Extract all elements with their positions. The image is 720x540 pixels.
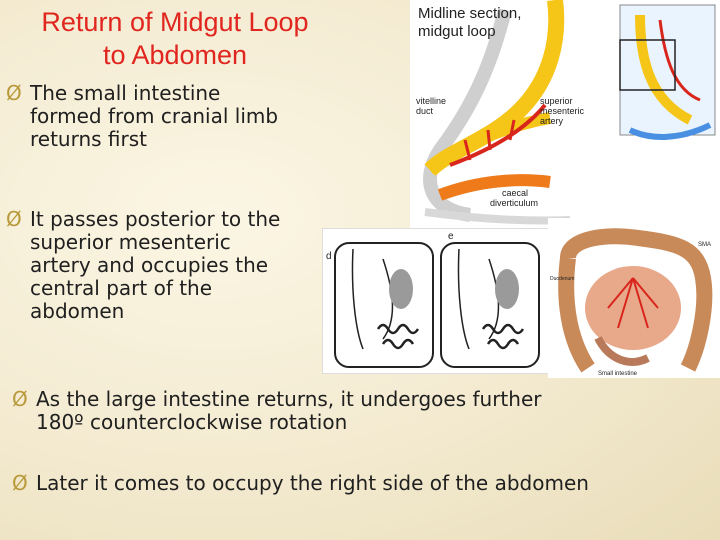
label-mesenteric: mesenteric	[540, 106, 585, 116]
title-line-2: to Abdomen	[102, 40, 248, 70]
adult-intestine-drawing	[548, 218, 720, 378]
stage-e-coils	[483, 325, 523, 348]
label-midgut-loop: midgut loop	[418, 23, 496, 40]
label-e: e	[448, 231, 454, 242]
adult-intestine-figure	[548, 218, 720, 378]
inset-box	[620, 5, 715, 135]
label-duct: duct	[416, 106, 434, 116]
caecal-diverticulum-shape	[440, 180, 550, 195]
bullet-2	[6, 208, 342, 323]
bullet-1-line-3: returns first	[30, 127, 148, 151]
rotation-stages-drawing	[323, 229, 550, 374]
bullet-arrow-icon: Ø	[12, 387, 28, 411]
bullet-3-line-2: 180º counterclockwise rotation	[36, 410, 348, 434]
stage-d-lines	[352, 249, 392, 349]
label-superior: superior	[540, 96, 573, 106]
label-d: d	[326, 251, 332, 262]
bullet-1-line-2: formed from cranial limb	[30, 104, 279, 128]
label-vitelline: vitelline	[416, 96, 447, 106]
bullet-4-line-1: Later it comes to occupy the right side of the abdomen	[36, 471, 589, 495]
label-midline-section: Midline section,	[418, 5, 522, 22]
slide-title	[10, 6, 340, 72]
bullet-1	[6, 82, 336, 151]
bullet-2-line-1: It passes posterior to the	[30, 207, 281, 231]
stage-e-lines	[458, 249, 498, 349]
bullet-arrow-icon: Ø	[6, 207, 22, 231]
bullet-2-line-5: abdomen	[30, 299, 125, 323]
bullet-3-line-1: As the large intestine returns, it undergoes further	[36, 387, 542, 411]
label-artery: artery	[540, 116, 564, 126]
bullet-arrow-icon: Ø	[12, 471, 28, 495]
label-caecal: caecal	[502, 188, 529, 198]
label-small-intestine: Small intestine	[598, 371, 638, 377]
rotation-stages-figure	[322, 228, 550, 374]
label-duodenum: Duodenum	[550, 276, 575, 282]
ascending-colon-shape	[566, 258, 588, 368]
bullet-2-line-4: central part of the	[30, 276, 213, 300]
bullet-2-line-3: artery and occupies the	[30, 253, 269, 277]
label-sma: SMA	[698, 242, 712, 248]
bullet-2-line-2: superior mesenteric	[30, 230, 231, 254]
midgut-loop-drawing	[410, 0, 720, 232]
bullet-arrow-icon: Ø	[6, 81, 22, 105]
midgut-loop-figure	[410, 0, 720, 232]
bullet-3	[12, 388, 712, 434]
bullet-4	[12, 472, 712, 495]
stage-d-stomach-shape	[389, 269, 413, 309]
stage-e-stomach-shape	[495, 269, 519, 309]
bullet-1-line-1: The small intestine	[30, 81, 221, 105]
label-diverticulum: diverticulum	[490, 198, 539, 208]
title-line-1: Return of Midgut Loop	[41, 7, 309, 37]
